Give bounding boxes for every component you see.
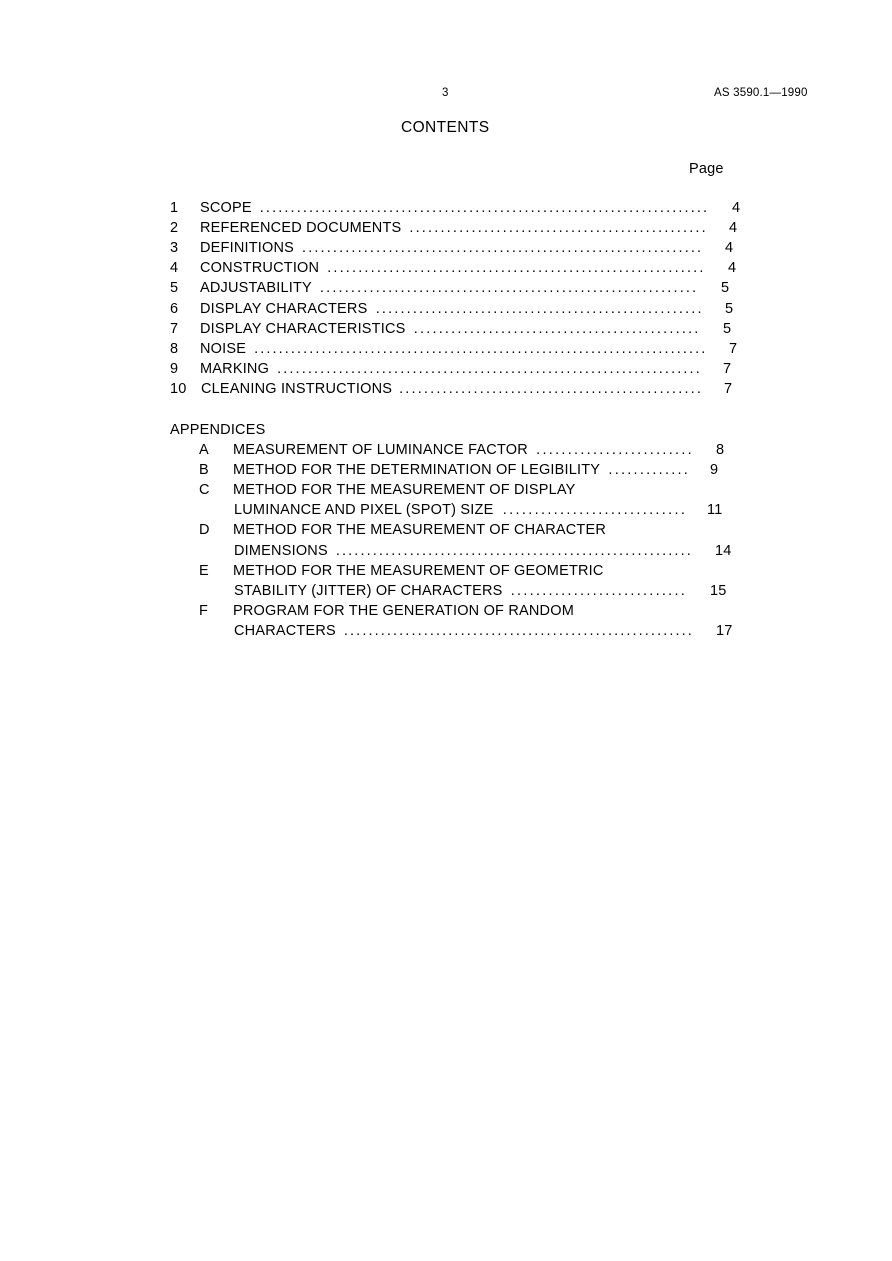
section-page-number: 4 — [732, 200, 741, 216]
dot-leader-appendix: . . . . . . . . . . . . . . . . . . . . . . . . . . . . . — [502, 502, 685, 519]
dot-leader-section: . . . . . . . . . . . . . . . . . . . . . . . . . . . . . . . . . . . . . . . . . . . . . . . . . . . . . . . . . . . . . . . . . . . . . — [277, 360, 700, 377]
section-title: DISPLAY CHARACTERISTICS — [200, 320, 406, 337]
appendix-title-continued: LUMINANCE AND PIXEL (SPOT) SIZE — [234, 502, 494, 519]
section-number: 1 — [170, 200, 179, 216]
dot-leader-appendix: . . . . . . . . . . . . . . . . . . . . . . . . . . . . . . . . . . . . . . . . . . . . . . . . . . . . . . . . . . — [335, 542, 691, 559]
section-number: 9 — [170, 360, 179, 377]
section-number: 4 — [170, 260, 179, 277]
contents-title: CONTENTS — [401, 119, 490, 136]
dot-leader-appendix: . . . . . . . . . . . . . . . . . . . . . . . . . — [536, 442, 692, 458]
appendix-letter: C — [199, 482, 210, 499]
appendix-letter: A — [199, 442, 209, 458]
section-title: CLEANING INSTRUCTIONS — [201, 380, 393, 397]
dot-leader-section: . . . . . . . . . . . . . . . . . . . . . . . . . . . . . . . . . . . . . . . . . . . . . . . . . . . . . . . . . . . . . — [327, 260, 704, 277]
dot-leader-section: . . . . . . . . . . . . . . . . . . . . . . . . . . . . . . . . . . . . . . . . . . . . . . — [413, 320, 699, 337]
section-page-number: 5 — [721, 280, 730, 297]
appendix-title: METHOD FOR THE MEASUREMENT OF DISPLAY — [233, 482, 576, 499]
dot-leader-section: . . . . . . . . . . . . . . . . . . . . . . . . . . . . . . . . . . . . . . . . . . . . . . . . . . . . . — [375, 300, 702, 317]
section-number: 7 — [170, 320, 179, 337]
section-number: 8 — [170, 340, 179, 357]
appendix-page-number: 11 — [707, 502, 723, 519]
page-column-heading: Page — [689, 161, 724, 177]
dot-leader-section: . . . . . . . . . . . . . . . . . . . . . . . . . . . . . . . . . . . . . . . . . . . . . . . . . . . . . . . . . . . . . — [319, 280, 697, 297]
appendix-title: PROGRAM FOR THE GENERATION OF RANDOM — [233, 602, 574, 619]
appendix-page-number: 14 — [715, 542, 732, 559]
section-title: SCOPE — [200, 200, 252, 216]
section-title: CONSTRUCTION — [200, 260, 320, 277]
dot-leader-appendix: . . . . . . . . . . . . . . . . . . . . . . . . . . . . — [510, 582, 685, 599]
standard-reference: AS 3590.1—1990 — [714, 87, 808, 99]
dot-leader-section: . . . . . . . . . . . . . . . . . . . . . . . . . . . . . . . . . . . . . . . . . . . . . . . . . — [399, 380, 701, 397]
dot-leader-section: . . . . . . . . . . . . . . . . . . . . . . . . . . . . . . . . . . . . . . . . . . . . . . . . . . . . . . . . . . . . . . . . . — [302, 240, 702, 257]
appendix-page-number: 17 — [716, 622, 733, 639]
section-number: 3 — [170, 240, 179, 257]
appendix-page-number: 15 — [710, 582, 727, 599]
section-page-number: 5 — [725, 300, 734, 317]
appendix-title: MEASUREMENT OF LUMINANCE FACTOR — [233, 442, 528, 458]
dot-leader-appendix: . . . . . . . . . . . . . . . . . . . . . . . . . . . . . . . . . . . . . . . . . . . . . . . . . . . . . . . . . — [343, 622, 692, 639]
section-number: 6 — [170, 300, 179, 317]
appendix-title-continued: DIMENSIONS — [234, 542, 328, 559]
appendix-title-continued: CHARACTERS — [234, 622, 336, 639]
dot-leader-section: . . . . . . . . . . . . . . . . . . . . . . . . . . . . . . . . . . . . . . . . . . . . . . . . . . . . . . . . . . . . . . . . . . . . . . . . . . — [254, 340, 706, 357]
section-page-number: 5 — [723, 320, 732, 337]
section-number: 5 — [170, 280, 179, 297]
section-page-number: 4 — [729, 220, 738, 237]
dot-leader-section: . . . . . . . . . . . . . . . . . . . . . . . . . . . . . . . . . . . . . . . . . . . . . . . . — [409, 220, 706, 237]
appendices-heading: APPENDICES — [170, 422, 266, 438]
section-page-number: 4 — [725, 240, 734, 257]
section-title: DISPLAY CHARACTERS — [200, 300, 368, 317]
section-title: DEFINITIONS — [200, 240, 295, 257]
appendix-letter: E — [199, 562, 209, 579]
appendix-title-continued: STABILITY (JITTER) OF CHARACTERS — [234, 582, 503, 599]
section-number: 2 — [170, 220, 179, 237]
appendix-title: METHOD FOR THE MEASUREMENT OF CHARACTER — [233, 522, 607, 539]
section-title: REFERENCED DOCUMENTS — [200, 220, 402, 237]
section-page-number: 7 — [729, 340, 738, 357]
appendix-letter: F — [199, 602, 209, 619]
appendix-page-number: 8 — [716, 442, 725, 458]
section-title: ADJUSTABILITY — [200, 280, 312, 297]
appendix-page-number: 9 — [710, 462, 719, 479]
appendix-title: METHOD FOR THE DETERMINATION OF LEGIBILITY — [233, 462, 601, 479]
appendix-title: METHOD FOR THE MEASUREMENT OF GEOMETRIC — [233, 562, 604, 579]
section-title: MARKING — [200, 360, 270, 377]
appendix-letter: D — [199, 522, 210, 539]
section-title: NOISE — [200, 340, 247, 357]
section-number: 10 — [170, 380, 187, 397]
section-page-number: 7 — [724, 380, 733, 397]
dot-leader-section: . . . . . . . . . . . . . . . . . . . . . . . . . . . . . . . . . . . . . . . . . . . . . . . . . . . . . . . . . . . . . . . . . . . . . . . . . — [259, 200, 708, 216]
section-page-number: 7 — [723, 360, 732, 377]
appendix-letter: B — [199, 462, 209, 479]
dot-leader-appendix: . . . . . . . . . . . . . — [608, 462, 688, 479]
page-number: 3 — [442, 87, 449, 99]
section-page-number: 4 — [728, 260, 737, 277]
